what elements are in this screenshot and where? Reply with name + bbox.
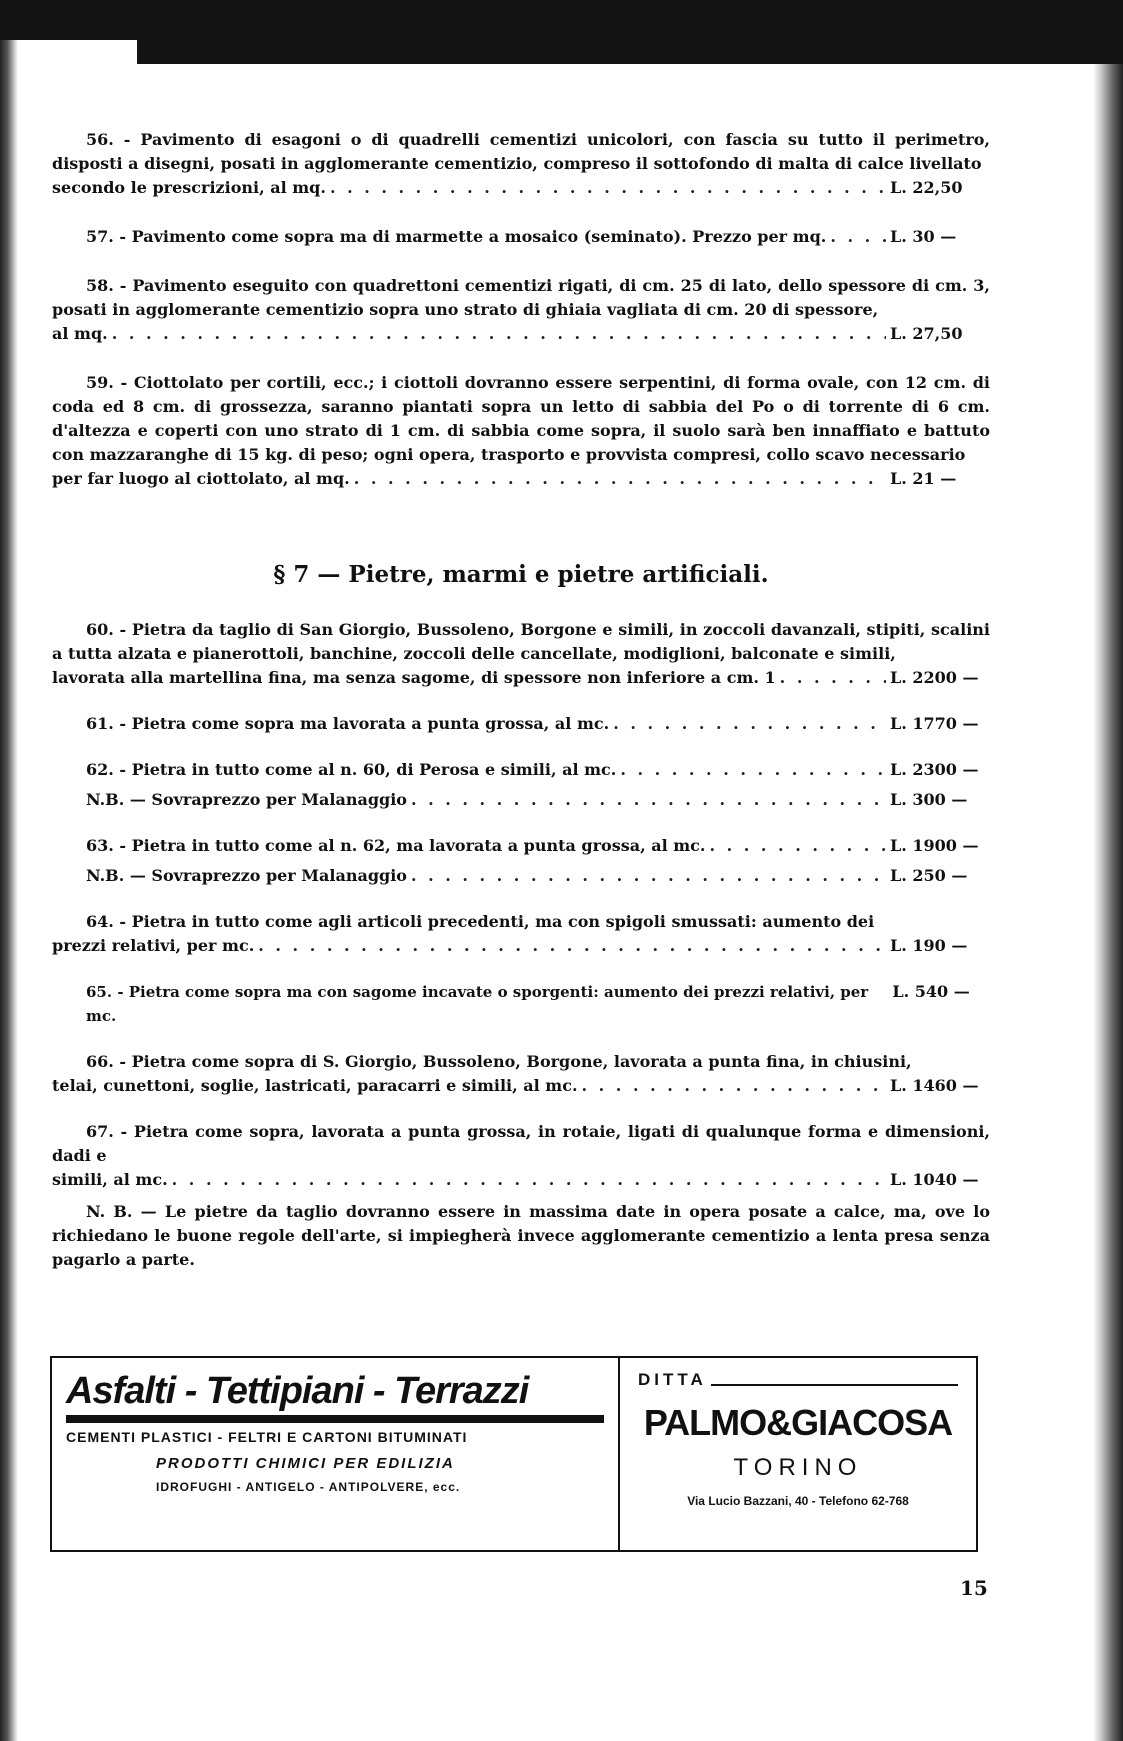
item-price-line [52,1168,990,1192]
leader-dots [830,225,886,249]
item-61 [52,712,990,736]
item-56 [52,128,990,200]
item-price: L. 1460 — [890,1076,979,1095]
leader-dots [620,758,886,782]
ditta-rule [711,1384,958,1386]
item-text: 66. - Pietra come sopra di S. Giorgio, Bussoleno, Borgone, lavorata a punta fina, in chiusini, [86,1052,912,1071]
leader-dots [354,467,886,491]
leader-dots [613,712,886,736]
item-lead: prezzi relativi, per mc. [52,936,255,955]
ad-rule [66,1415,604,1423]
item-price: L. 1900 — [890,836,979,855]
item-text: 56. - Pavimento di esagoni o di quadrelli cementizi unicolori, con fascia su tutto il perimetro, disposti a disegni, posati in agglomerante cementizio, compreso il sottofondo di malta di calce livellato [52,130,990,173]
item-lead: al mq. [52,324,108,343]
item-price-line [52,788,990,812]
nb-surcharge-1 [52,788,990,812]
leader-dots [411,788,886,812]
item-price-line [52,467,990,491]
item-price-line [52,322,990,346]
item-65 [52,980,990,1028]
item-lead: secondo le prescrizioni, al mq. [52,178,326,197]
item-price: L. 1770 — [890,714,979,733]
item-price-line [52,1074,990,1098]
section-heading: § 7 — Pietre, marmi e pietre artificiali. [273,561,769,588]
item-67 [52,1120,990,1192]
item-price-line [52,834,990,858]
item-59 [52,371,990,491]
item-text: 67. - Pietra come sopra, lavorata a punta grossa, in rotaie, ligati di qualunque forma e dimensioni, dadi e [52,1122,990,1165]
leader-dots [582,1074,886,1098]
item-58 [52,274,990,346]
item-price: L. 21 — [890,469,957,488]
page-number: 15 [960,1576,988,1600]
item-lead: 63. - Pietra in tutto come al n. 62, ma lavorata a punta grossa, al mc. [86,836,706,855]
item-text: 60. - Pietra da taglio di San Giorgio, Bussoleno, Borgone e simili, in zoccoli davanzali, stipiti, scalini a tutta alzata e pianerottoli, banchine, zoccoli delle cancellate, modiglioni, balconate e simili, [52,620,990,663]
ad-palmo-giacosa [620,1356,978,1552]
note-text: N. B. — Le pietre da taglio dovranno essere in massima date in opera posate a calce, ma, ove lo richiedano le buone regole dell'arte, si impiegherà invece agglomerante cementizio a lenta presa senza pagarlo a parte. [52,1202,990,1269]
scan-border-right [1093,64,1123,1741]
leader-dots [330,176,886,200]
leader-dots [112,322,886,346]
item-price-line [52,980,990,1028]
ad-line-products: IDROFUGHI - ANTIGELO - ANTIPOLVERE, ecc. [156,1480,461,1494]
scan-border-top [137,0,1123,64]
ditta-row [638,1370,958,1390]
leader-dots [172,1168,886,1192]
item-lead: simili, al mc. [52,1170,168,1189]
item-lead: 65. - Pietra come sopra ma con sagome incavate o sporgenti: aumento dei prezzi relativi, per mc. [86,983,869,1025]
item-price-line [52,712,990,736]
item-price-line [52,758,990,782]
item-price: L. 22,50 [890,178,963,197]
item-lead: 62. - Pietra in tutto come al n. 60, di Perosa e simili, al mc. [86,760,617,779]
item-price: L. 250 — [890,866,968,885]
item-lead: per far luogo al ciottolato, al mq. [52,469,350,488]
item-lead: N.B. — Sovraprezzo per Malanaggio [86,790,407,809]
item-64 [52,910,990,958]
ditta-label: DITTA [638,1370,707,1389]
ad-products-band: CEMENTI PLASTICI - FELTRI E CARTONI BITUMINATI [66,1429,468,1445]
item-lead: lavorata alla martellina fina, ma senza sagome, di spessore non inferiore a cm. 1 [52,668,776,687]
ad-asfalti [50,1356,620,1552]
item-lead: telai, cunettoni, soglie, lastricati, paracarri e simili, al mc. [52,1076,578,1095]
item-price: L. 540 — [892,982,970,1001]
item-price-line [52,225,990,249]
leader-dots [258,934,886,958]
item-text: 59. - Ciottolato per cortili, ecc.; i ciottoli dovranno essere serpentini, di forma ovale, con 12 cm. di coda ed 8 cm. di grossezza, saranno piantati sopra un letto di sabbia del Po o di torrente di 6 cm. d'altezza e coperti con uno strato di 1 cm. di sabbia come sopra, il suolo sarà ben innaffiato e battuto con mazzaranghe di 15 kg. di peso; ogni opera, trasporto e provvista compresi, collo scavo necessario [52,373,990,464]
item-lead: N.B. — Sovraprezzo per Malanaggio [86,866,407,885]
item-price: L. 300 — [890,790,968,809]
price-list-page [52,128,990,1272]
nb-surcharge-2 [52,864,990,888]
item-price: L. 27,50 [890,324,963,343]
leader-dots [411,864,886,888]
item-62 [52,758,990,782]
item-66 [52,1050,990,1098]
leader-dots [780,666,886,690]
item-price: L. 2300 — [890,760,979,779]
company-name: PALMO&GIACOSA [643,1402,953,1443]
item-57 [52,225,990,249]
item-60 [52,618,990,690]
item-price: L. 2200 — [890,668,979,687]
company-address: Via Lucio Bazzani, 40 - Telefono 62-768 [687,1494,909,1508]
item-price: L. 30 — [890,227,957,246]
item-price-line [52,666,990,690]
final-note [52,1200,990,1272]
ad-line-chemicals: PRODOTTI CHIMICI PER EDILIZIA [156,1455,455,1472]
item-text: 58. - Pavimento eseguito con quadrettoni cementizi rigati, di cm. 25 di lato, dello spessore di cm. 3, posati in agglomerante cementizio sopra uno strato di ghiaia vagliata di cm. 20 di spessore, [52,276,990,319]
item-lead: 61. - Pietra come sopra ma lavorata a punta grossa, al mc. [86,714,610,733]
scan-border-top-left [0,0,137,40]
leader-dots [709,834,886,858]
item-price: L. 1040 — [890,1170,979,1189]
item-price-line [52,864,990,888]
item-lead: 57. - Pavimento come sopra ma di marmette a mosaico (seminato). Prezzo per mq. [86,227,827,246]
ad-title: Asfalti - Tettipiani - Terrazzi [66,1370,529,1412]
item-price: L. 190 — [890,936,968,955]
company-city: TORINO [733,1454,863,1481]
item-63 [52,834,990,858]
scan-border-left [0,40,18,1741]
item-text: 64. - Pietra in tutto come agli articoli precedenti, ma con spigoli smussati: aumento dei [86,912,875,931]
item-price-line [52,934,990,958]
advertisements [50,1356,978,1552]
item-price-line [52,176,990,200]
